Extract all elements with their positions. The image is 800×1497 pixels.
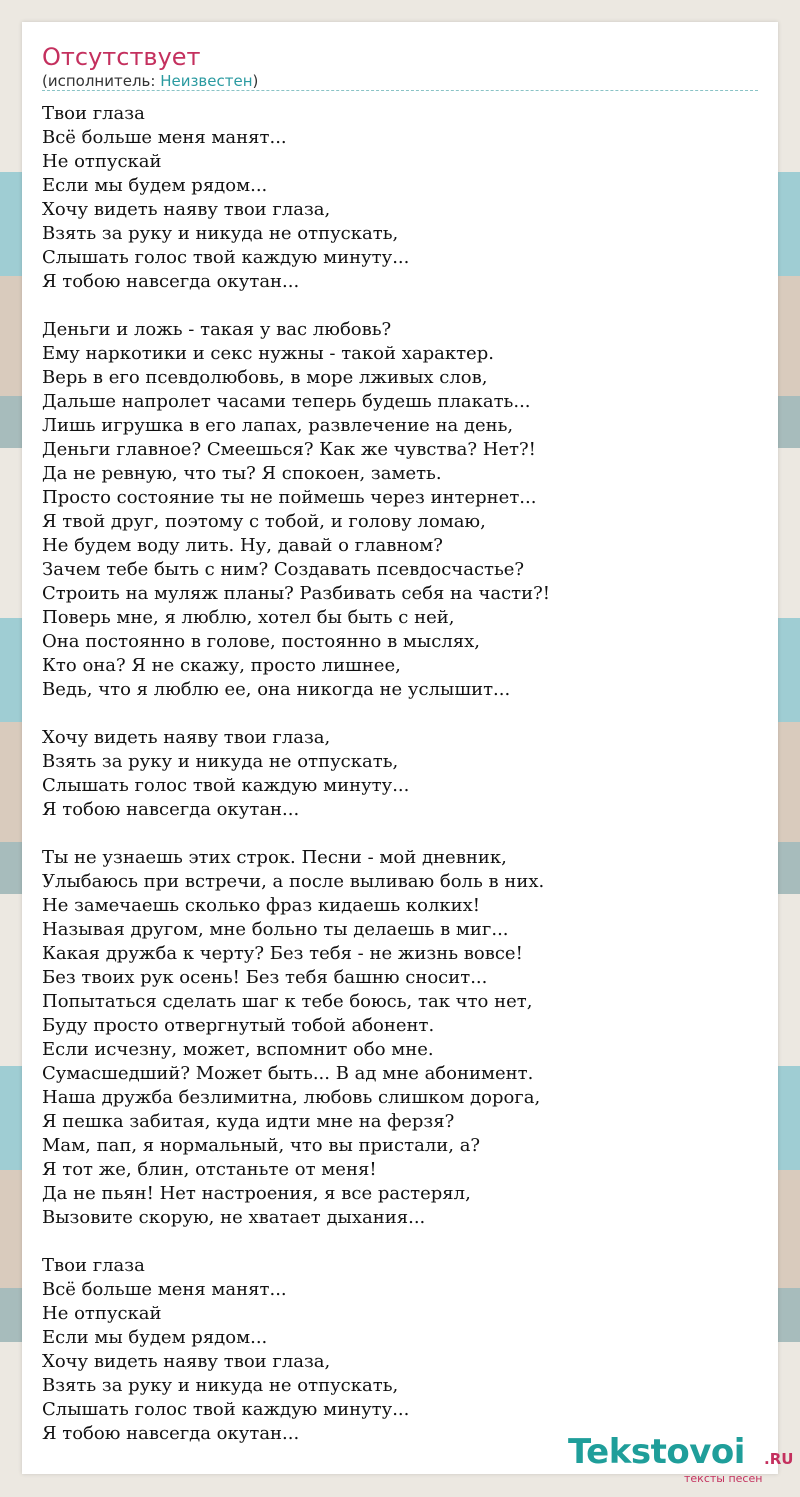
artist-line (42, 71, 258, 91)
artist-link[interactable]: Неизвестен (160, 72, 253, 90)
song-title: Отсутствует (42, 43, 201, 71)
lyrics-text: Твои глаза Всё больше меня манят... Не отпускай Если мы будем рядом... Хочу видеть наяву твои глаза, Взять за руку и никуда не отпускать, Слышать голос твой каждую минуту... Я тобою навсегда окутан... Деньги и ложь - такая у вас любовь? Ему наркотики и секс нужны - такой характер. Верь в его псевдолюбовь, в море лживых слов, Дальше напролет часами теперь будешь плакать... Лишь игрушка в его лапах, развлечение на день, Деньги главное? Смеешься? Как же чувства? Нет?! Да не ревную, что ты? Я спокоен, заметь. Просто состояние ты не поймешь через интернет... Я твой друг, поэтому с тобой, и голову ломаю, Не будем воду лить. Ну, давай о главном? Зачем тебе быть с ним? Создавать псевдосчастье? Строить на муляж планы? Разбивать себя на части?! Поверь мне, я люблю, хотел бы быть с ней, Она постоянно в голове, постоянно в мыслях, Кто она? Я не скажу, просто лишнее, Ведь, что я люблю ее, она никогда не услышит... Хочу видеть наяву твои глаза, Взять за руку и никуда не отпускать, Слышать голос твой каждую минуту... Я тобою навсегда окутан... Ты не узнаешь этих строк. Песни - мой дневник, Улыбаюсь при встречи, а после выливаю боль в них. Не замечаешь сколько фраз кидаешь колких! Называя другом, мне больно ты делаешь в миг... Какая дружба к черту? Без тебя - не жизнь вовсе! Без твоих рук осень! Без тебя башню сносит... Попытаться сделать шаг к тебе боюсь, так что нет, Буду просто отвергнутый тобой абонент. Если исчезну, может, вспомнит обо мне. Сумасшедший? Может быть... В ад мне абонимент. Наша дружба безлимитна, любовь слишком дорога, Я пешка забитая, куда идти мне на ферзя? Мам, пап, я нормальный, что вы пристали, а? Я тот же, блин, отстаньте от меня! Да не пьян! Нет настроения, я все растерял, Вызовите скорую, не хватает дыхания... Твои глаза Всё больше меня манят... Не отпускай Если мы будем рядом... Хочу видеть наяву твои глаза, Взять за руку и никуда не отпускать, Слышать голос твой каждую минуту... Я тобою навсегда окутан... (42, 103, 551, 1444)
logo-tagline: тексты песен (684, 1472, 763, 1485)
site-logo[interactable] (568, 1432, 794, 1485)
logo-brand: Tekstovoi (568, 1432, 745, 1472)
lyrics-card (22, 22, 794, 1485)
artist-prefix: (исполнитель: (42, 72, 161, 90)
header-divider (42, 90, 758, 91)
artist-suffix: ) (252, 72, 259, 90)
logo-tld: .RU (764, 1450, 794, 1468)
